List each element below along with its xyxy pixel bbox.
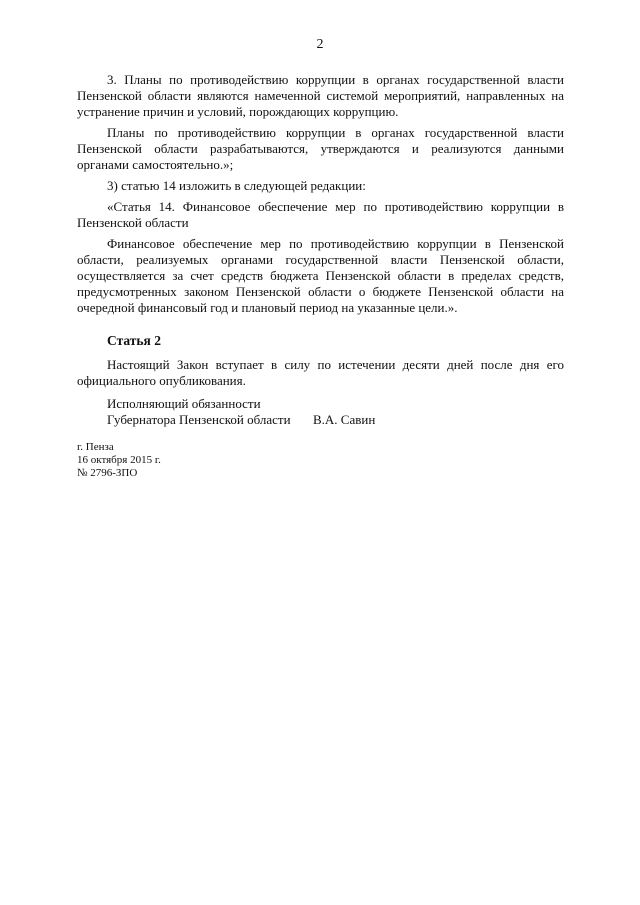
paragraph-plans-development: Планы по противодействию коррупции в органах государственной власти Пензенской области разрабатываются, утверждаются и реализуются данными органами самостоятельно.»; (77, 125, 564, 172)
signature-block (107, 396, 375, 428)
document-body (77, 72, 564, 394)
paragraph-plans-definition: 3. Планы по противодействию коррупции в органах государственной власти Пензенской области являются намеченной системой мероприятий, направленных на устранение причин и условий, порождающих коррупцию. (77, 72, 564, 119)
meta-date: 16 октября 2015 г. (77, 454, 161, 466)
document-meta (77, 441, 161, 480)
paragraph-article14-text: Финансовое обеспечение мер по противодействию коррупции в Пензенской области, реализуемых органами государственной власти Пензенской области, осуществляется за счет средств бюджета Пензенской области в пределах средств, предусмотренных законом Пензенской области о бюджете Пензенской области на очередной финансовый год и плановый период на указанные цели.». (77, 236, 564, 315)
article-2-text: Настоящий Закон вступает в силу по истечении десяти дней после дня его официального опубликования. (77, 357, 564, 388)
signature-title-line: Исполняющий обязанности (107, 396, 261, 411)
signature-name: В.А. Савин (313, 412, 376, 427)
meta-city: г. Пенза (77, 441, 114, 453)
article-2-heading: Статья 2 (107, 333, 161, 348)
page-number: 2 (316, 37, 324, 52)
paragraph-amendment-item-3: 3) статью 14 изложить в следующей редакции: (107, 178, 366, 193)
signature-position: Губернатора Пензенской области (107, 412, 291, 427)
signature-row (107, 412, 375, 428)
meta-number: № 2796-ЗПО (77, 467, 138, 479)
paragraph-article14-title: «Статья 14. Финансовое обеспечение мер по противодействию коррупции в Пензенской области (77, 199, 564, 230)
